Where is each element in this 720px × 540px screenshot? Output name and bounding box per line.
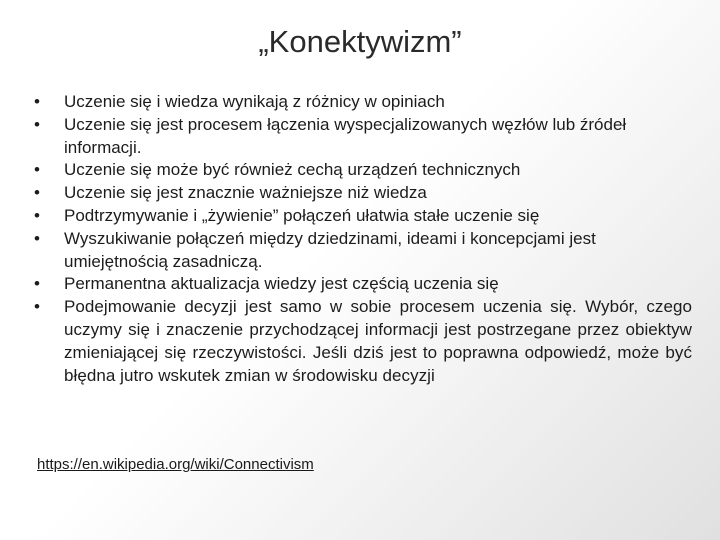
bullet-text: Uczenie się jest procesem łączenia wyspecjalizowanych węzłów lub źródeł informacji. [64,114,627,157]
bullet-text: Uczenie się i wiedza wynikają z różnicy w opiniach [64,92,445,111]
bullet-text: Podejmowanie decyzji jest samo w sobie procesem uczenia się. Wybór, czego uczymy się i znaczenie przychodzącej informacji jest postrzegane przez obiektyw zmieniającej się rzeczywistości. Jeśli dziś jest to poprawna odpowiedź, może być błędna jutro wskutek zmian w środowisku decyzji [64,297,692,385]
source-link[interactable]: https://en.wikipedia.org/wiki/Connectivism [37,456,314,473]
bullet-text: Wyszukiwanie połączeń między dziedzinami, ideami i koncepcjami jest umiejętnością zasadniczą. [64,228,596,271]
bullet-icon: • [34,228,40,248]
bullet-icon: • [34,183,40,203]
bullet-item [28,114,692,160]
bullet-icon: • [33,297,40,317]
slide-title: „Konektywizm” [258,24,462,59]
bullet-list [28,91,692,387]
bullet-item [28,91,692,114]
bullet-item [28,159,692,182]
bullet-text: Permanentna aktualizacja wiedzy jest częścią uczenia się [64,274,499,294]
bullet-item [28,273,692,296]
bullet-icon: • [34,274,40,294]
bullet-item [28,228,692,274]
bullet-item [28,296,692,387]
bullet-icon: • [34,92,40,111]
bullet-icon: • [34,114,40,134]
bullet-item [28,182,692,205]
bullet-item [28,205,692,228]
bullet-icon: • [34,205,40,225]
bullet-text: Uczenie się jest znacznie ważniejsze niż wiedza [64,183,427,203]
bullet-icon: • [34,160,40,180]
bullet-text: Uczenie się może być również cechą urządzeń technicznych [64,160,521,180]
bullet-text: Podtrzymywanie i „żywienie” połączeń ułatwia stałe uczenie się [64,205,540,225]
